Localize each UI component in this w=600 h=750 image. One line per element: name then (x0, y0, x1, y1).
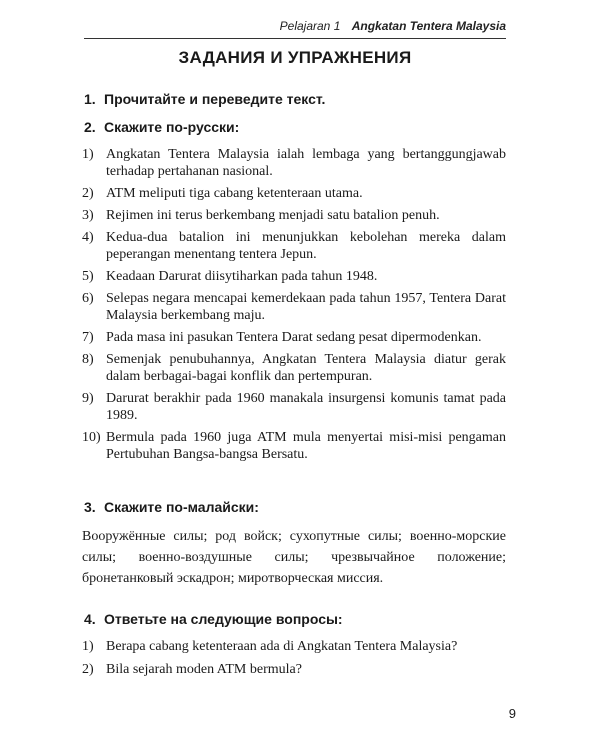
list-item (82, 207, 506, 224)
list-item (82, 661, 506, 678)
list-item (82, 429, 506, 463)
list-item (82, 351, 506, 385)
list-item (82, 268, 506, 285)
item-text: Angkatan Tentera Malaysia ialah lembaga yang bertanggungjawab terhadap pertahanan nasional. (106, 147, 506, 179)
item-text: Pada masa ini pasukan Tentera Darat sedang pesat dipermodenkan. (106, 330, 482, 345)
item-text: Bila sejarah moden ATM bermula? (106, 662, 302, 677)
item-text: Darurat berakhir pada 1960 manakala insurgensi komunis tamat pada 1989. (106, 391, 506, 423)
list-item (82, 329, 506, 346)
item-number: 3) (82, 208, 94, 223)
item-number: 2) (82, 662, 94, 677)
item-number: 2) (82, 186, 94, 201)
section-1-heading (84, 91, 325, 107)
list-item (82, 146, 506, 180)
list-item (82, 390, 506, 424)
section-3-heading (84, 499, 259, 515)
section-number: 1. (84, 91, 96, 107)
list-item (82, 185, 506, 202)
running-header (84, 19, 506, 39)
section-heading-text: Скажите по-русски: (104, 119, 240, 135)
item-text: Keadaan Darurat diisytiharkan pada tahun 1948. (106, 269, 378, 284)
item-number: 4) (82, 230, 94, 245)
list-item (82, 229, 506, 263)
item-text: Kedua-dua batalion ini menunjukkan kebolehan mereka dalam peperangan menentang tentera Jepun. (106, 230, 506, 262)
item-text: Rejimen ini terus berkembang menjadi satu batalion penuh. (106, 208, 440, 223)
item-text: Berapa cabang ketenteraan ada di Angkatan Tentera Malaysia? (106, 639, 458, 654)
item-number: 5) (82, 269, 94, 284)
section-4-list (82, 638, 506, 678)
section-number: 3. (84, 499, 96, 515)
section-heading-text: Скажите по-малайски: (104, 499, 259, 515)
item-number: 1) (82, 639, 94, 654)
section-number: 2. (84, 119, 96, 135)
item-number: 6) (82, 291, 94, 306)
section-heading-text: Прочитайте и переведите текст. (104, 91, 326, 107)
item-text: Bermula pada 1960 juga ATM mula menyertai misi-misi pengaman Pertubuhan Bangsa-bangsa Bersatu. (106, 430, 506, 462)
item-number: 9) (82, 391, 94, 406)
section-4-heading (84, 611, 343, 627)
header-lesson: Pelajaran 1 (279, 19, 341, 33)
item-text: Semenjak penubuhannya, Angkatan Tentera Malaysia diatur gerak dalam berbagai-bagai konflik dan pertempuran. (106, 352, 506, 384)
header-topic: Angkatan Tentera Malaysia (351, 19, 506, 33)
item-number: 7) (82, 330, 94, 345)
list-item (82, 638, 506, 655)
item-text: Selepas negara mencapai kemerdekaan pada tahun 1957, Tentera Darat Malaysia berkembang maju. (106, 291, 506, 323)
list-item (82, 290, 506, 324)
section-2-list (82, 146, 506, 463)
item-number: 10) (82, 430, 101, 445)
section-heading-text: Ответьте на следующие вопросы: (104, 611, 343, 627)
page-number: 9 (508, 706, 516, 721)
section-3-text: Вооружённые силы; род войск; сухопутные силы; военно-морские силы; военно-воздушные силы; чрезвычайное положение; бронетанковый эскадрон; миротворческая миссия. (82, 529, 506, 586)
section-2-heading (84, 119, 239, 135)
section-number: 4. (84, 611, 96, 627)
item-text: ATM meliputi tiga cabang ketenteraan utama. (106, 186, 363, 201)
item-number: 1) (82, 147, 94, 162)
page-title: ЗАДАНИЯ И УПРАЖНЕНИЯ (178, 48, 412, 67)
item-number: 8) (82, 352, 94, 367)
